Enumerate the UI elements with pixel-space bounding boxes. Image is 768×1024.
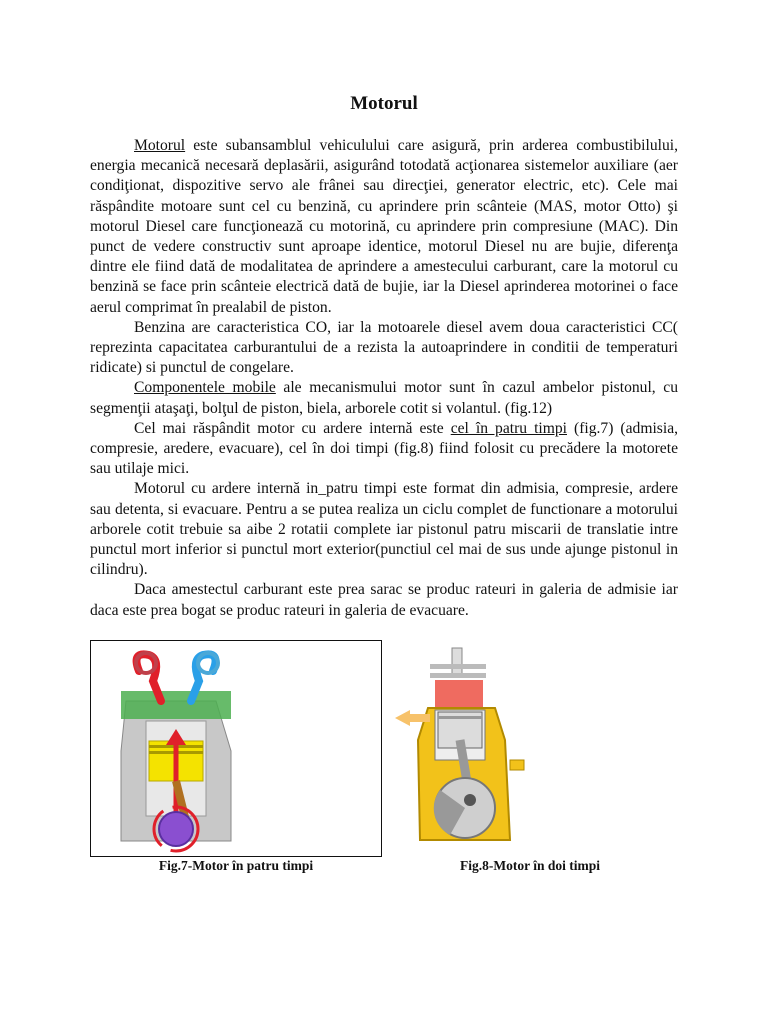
- figure-7-caption: Fig.7-Motor în patru timpi: [158, 858, 314, 873]
- figure-four-stroke-engine: [90, 640, 382, 857]
- paragraph-4-after: (fig.7) (admisia, compresie, aredere, evacuare), cel în doi timpi (fig.8) fiind folosit cu precădere la motorete sau utilaje mici.: [90, 419, 679, 478]
- paragraph-4-before: Cel mai răspândit motor cu ardere internă este: [134, 419, 451, 437]
- two-stroke-engine-illustration: [390, 640, 540, 855]
- spark-plug: [452, 648, 462, 676]
- term-componentele-mobile: Componentele mobile: [134, 379, 276, 397]
- intake-port: [510, 760, 524, 770]
- paragraph-3-text: ale mecanismului motor sunt în cazul ambelor pistonul, cu segmenţii ataşaţi, bolţul de piston, biela, arborele cotit si volantul. (fig.12): [90, 379, 678, 417]
- paragraph-5: Motorul cu ardere internă in_patru timpi este format din admisia, compresie, ardere sau detenta, si evacuare. Pentru a se putea realiza un ciclu complet de functionare a motorului arborele cotit trebuie sa aibe 2 rotatii complete iar pistonul patru miscarii de translatie intre punctul mort inferior si punctul mort exterior(punctiul cel mai de sus unde ajunge pistonul in cilindru).: [90, 480, 678, 579]
- document-body: [90, 136, 678, 621]
- paragraph-3: [90, 378, 678, 418]
- crankshaft: [159, 812, 193, 846]
- paragraph-1-text: este subansamblul vehiculului care asigură, prin arderea combustibilului, energia mecanică necesară deplasării, asigurând totodată acţionarea sistemelor auxiliare (aer condiţionat, dispozitive servo ale frânei sau direcţiei, generator electric, etc). Cele mai răspândite motoare sunt cel cu benzină, cu aprindere prin scânteie (MAS, motor Otto) şi motorul Diesel care funcţionează cu motorină, cu aprindere prin compresiune (MAC). Din punct de vedere constructiv sunt aproape identice, motorul Diesel nu are bujie, diferenţa dintre ele fiind dată de modalitatea de aprindere a amestecului carburant, care la motorul cu benzină se face prin scânteie electrică dată de bujie, iar la Diesel aprinderea motorinei o face aerul comprimat în prealabil de piston.: [90, 137, 678, 316]
- paragraph-2: Benzina are caracteristica CO, iar la motoarele diesel avem doua caracteristici CC( reprezinta capacitatea carburantului de a rezista la autoaprindere in conditii de temperaturi ridicate) si punctul de congelare.: [90, 318, 678, 377]
- combustion-chamber: [435, 680, 483, 708]
- paragraph-6: Daca amestectul carburant este prea sarac se produc rateuri in galeria de admisie iar daca este prea bogat se produc rateuri in galeria de evacuare.: [90, 581, 678, 619]
- paragraph-4: [90, 419, 678, 480]
- page-title: Motorul: [350, 93, 418, 114]
- term-patru-timpi: cel în patru timpi: [450, 419, 567, 437]
- cylinder-head: [121, 691, 231, 719]
- paragraph-1: [90, 136, 678, 318]
- figure-8-caption: Fig.8-Motor în doi timpi: [460, 858, 600, 873]
- crank-pin: [464, 794, 476, 806]
- figure-two-stroke-engine: [390, 640, 540, 855]
- term-motorul: Motorul: [134, 137, 186, 154]
- four-stroke-engine-illustration: [91, 641, 381, 856]
